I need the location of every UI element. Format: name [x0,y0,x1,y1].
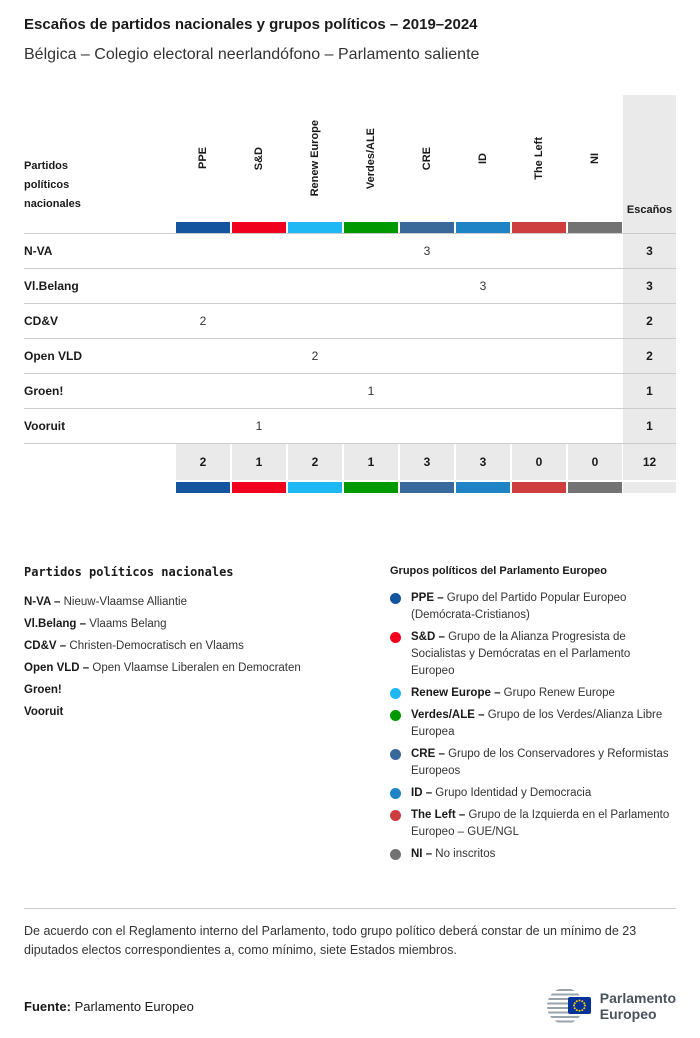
group-legend-item [390,685,676,702]
group-color-bar [511,482,567,493]
group-color-bars-bottom [24,482,676,493]
seat-count-cell: 3 [423,244,431,258]
group-legend-item [390,785,676,802]
seat-count-cell [511,409,567,443]
row-total-cell: 3 [623,234,676,268]
table-row [24,408,676,443]
color-bars [175,482,623,493]
group-color-bar [343,482,399,493]
group-legend-text: PPE – Grupo del Partido Popular Europeo (Demócrata-Cristianos) [411,592,627,621]
group-color-bar [175,222,231,233]
party-legend-name: Vl.Belang – [24,618,86,630]
group-legend-text: The Left – Grupo de la Izquierda en el Parlamento Europeo – GUE/NGL [411,809,670,838]
party-legend-name: Groen! [24,684,62,696]
row-total-cell: 2 [623,339,676,373]
seat-count-cell [343,304,399,338]
source-label: Fuente: [24,998,71,1014]
group-column-label: PPE [197,147,209,170]
legend-color-dot [390,688,401,699]
table-row [24,233,676,268]
footnote: De acuerdo con el Reglamento interno del Parlamento, todo grupo político deberá constar de un mínimo de 23 diputados electos correspondientes a, como mínimo, siete Estados miembros. [24,924,637,957]
group-legend-item [390,746,676,780]
ep-logo [546,984,676,1028]
seat-count-cell [567,374,623,408]
party-legend-name: N-VA – [24,596,61,608]
group-total-cell: 1 [343,444,399,480]
seat-count-cell [455,304,511,338]
seats-column-strip [623,222,676,233]
seat-count-cell [231,234,287,268]
seat-count-cell [287,374,343,408]
party-name-cell: CD&V [24,314,59,328]
party-name-cell: N-VA [24,244,53,258]
group-color-bar [567,222,623,233]
corner-header-cell [24,95,175,222]
party-legend-item [24,701,390,723]
table-header [24,95,676,222]
seats-column-strip [623,482,676,493]
seat-count-cell [287,269,343,303]
row-total-cell: 3 [623,269,676,303]
table-row [24,268,676,303]
party-legend-item: Vl.Belang – Vlaams Belang [24,618,167,630]
seat-count-cell [287,409,343,443]
seat-count-cell [231,374,287,408]
seat-count-cell [175,269,231,303]
seats-table [24,95,676,493]
group-header-cell [287,95,343,222]
table-total-row [24,443,676,480]
bar-row-spacer [24,482,175,493]
seat-count-cell [511,269,567,303]
seat-count-cell [567,234,623,268]
group-total-cell: 0 [567,444,623,480]
political-groups-legend [390,565,676,868]
seats-header-label: Escaños [626,204,673,216]
group-color-bar [567,482,623,493]
group-total-cell: 2 [175,444,231,480]
seat-count-cell: 2 [311,349,319,363]
legend-color-dot [390,710,401,721]
group-legend-item [390,629,676,680]
group-color-bar [343,222,399,233]
group-total-cell: 1 [231,444,287,480]
row-total-cell: 1 [623,409,676,443]
group-header-cell [567,95,623,222]
seat-count-cell [399,374,455,408]
group-legend-text: S&D – Grupo de la Alianza Progresista de Socialistas y Demócratas en el Parlamento Europeo [411,631,631,677]
seat-count-cell [399,339,455,373]
table-row [24,338,676,373]
party-name-cell: Vooruit [24,419,66,433]
party-legend-item: CD&V – Christen-Democratisch en Vlaams [24,640,244,652]
parties-legend-title: Partidos políticos nacionales [24,565,234,579]
group-column-label: ID [477,153,489,164]
seat-count-cell [567,269,623,303]
group-legend-text: ID – Grupo Identidad y Democracia [411,787,592,799]
seat-count-cell [511,234,567,268]
seat-count-cell [455,234,511,268]
page-subtitle: Bélgica – Colegio electoral neerlandófono – Parlamento saliente [24,46,480,63]
group-column-label: The Left [533,137,545,180]
seat-count-cell [511,374,567,408]
table-row [24,373,676,408]
group-column-label: NI [589,153,601,164]
seat-count-cell [455,374,511,408]
group-legend-item [390,590,676,624]
party-name-cell: Open VLD [24,349,83,363]
party-legend-name: CD&V – [24,640,67,652]
group-total-cell: 0 [511,444,567,480]
footer [24,984,676,1028]
group-header-cell [175,95,231,222]
source-value: Parlamento Europeo [74,998,194,1014]
seat-count-cell [175,374,231,408]
seat-count-cell [343,269,399,303]
seat-count-cell [567,409,623,443]
legend-color-dot [390,849,401,860]
group-color-bars-top [24,222,676,233]
group-legend-text: CRE – Grupo de los Conservadores y Reformistas Europeos [411,748,669,777]
color-bars [175,222,623,233]
legend-color-dot [390,749,401,760]
group-legend-item [390,707,676,741]
seat-count-cell: 3 [479,279,487,293]
national-parties-legend [24,565,390,868]
divider [24,908,676,909]
seat-count-cell [175,409,231,443]
group-legend-text: NI – No inscritos [411,848,496,860]
group-column-label: CRE [421,146,433,171]
row-total-cell: 2 [623,304,676,338]
bar-row-spacer [24,222,175,233]
groups-legend-list [390,590,676,863]
groups-legend-title: Grupos políticos del Parlamento Europeo [390,565,607,577]
seat-count-cell [287,234,343,268]
total-row-label-cell [24,444,175,480]
group-legend-item [390,846,676,863]
party-legend-name: Open VLD – [24,662,90,674]
group-total-cell: 2 [287,444,343,480]
party-name-cell: Vl.Belang [24,279,79,293]
group-header-cell [455,95,511,222]
source-line [24,999,194,1014]
seat-count-cell [287,304,343,338]
group-header-cell [343,95,399,222]
grand-total-cell: 12 [623,444,676,480]
seat-count-cell: 1 [367,384,375,398]
group-color-bar [175,482,231,493]
group-color-bar [231,222,287,233]
group-legend-text: Verdes/ALE – Grupo de los Verdes/Alianza Libre Europea [411,709,663,738]
seat-count-cell [175,234,231,268]
row-total-cell: 1 [623,374,676,408]
seat-count-cell [343,339,399,373]
seat-count-cell [343,409,399,443]
party-legend-item: N-VA – Nieuw-Vlaamse Alliantie [24,596,187,608]
table-row [24,303,676,338]
group-color-bar [455,222,511,233]
legends [24,565,676,868]
seat-count-cell [399,304,455,338]
group-column-label: Renew Europe [309,120,321,197]
group-color-bar [511,222,567,233]
table-body [24,233,676,443]
legend-color-dot [390,810,401,821]
ep-logo-text: Parlamento Europeo [599,990,676,1022]
group-column-label: S&D [253,146,265,171]
group-color-bar [399,222,455,233]
seat-count-cell [455,339,511,373]
seat-count-cell: 1 [255,419,263,433]
seat-count-cell [567,304,623,338]
seat-count-cell [399,269,455,303]
seat-count-cell [511,304,567,338]
group-color-bar [455,482,511,493]
group-color-bar [231,482,287,493]
page-title: Escaños de partidos nacionales y grupos políticos – 2019–2024 [24,16,478,33]
group-header-row [175,95,623,222]
group-total-cell: 3 [399,444,455,480]
seat-count-cell: 2 [199,314,207,328]
ep-logo-mark [546,984,592,1028]
party-legend-name: Vooruit [24,706,64,718]
group-legend-item [390,807,676,841]
party-legend-item: Open VLD – Open Vlaamse Liberalen en Democraten [24,662,301,674]
seat-count-cell [511,339,567,373]
seat-count-cell [175,339,231,373]
seat-count-cell [231,339,287,373]
seats-header-cell [623,95,676,222]
group-header-cell [399,95,455,222]
seat-count-cell [399,409,455,443]
parties-legend-list [24,591,390,723]
seat-count-cell [567,339,623,373]
legend-color-dot [390,593,401,604]
group-color-bar [287,222,343,233]
seat-count-cell [343,234,399,268]
group-column-label: Verdes/ALE [365,127,377,190]
party-name-cell: Groen! [24,384,64,398]
group-legend-text: Renew Europe – Grupo Renew Europe [411,687,615,699]
seat-count-cell [231,304,287,338]
group-color-bar [287,482,343,493]
legend-color-dot [390,632,401,643]
seat-count-cell [455,409,511,443]
group-total-cell: 3 [455,444,511,480]
corner-header-label: Partidos políticos nacionales [24,160,81,210]
legend-color-dot [390,788,401,799]
group-color-bar [399,482,455,493]
seat-count-cell [231,269,287,303]
group-header-cell [231,95,287,222]
group-header-cell [511,95,567,222]
party-legend-item [24,679,390,701]
